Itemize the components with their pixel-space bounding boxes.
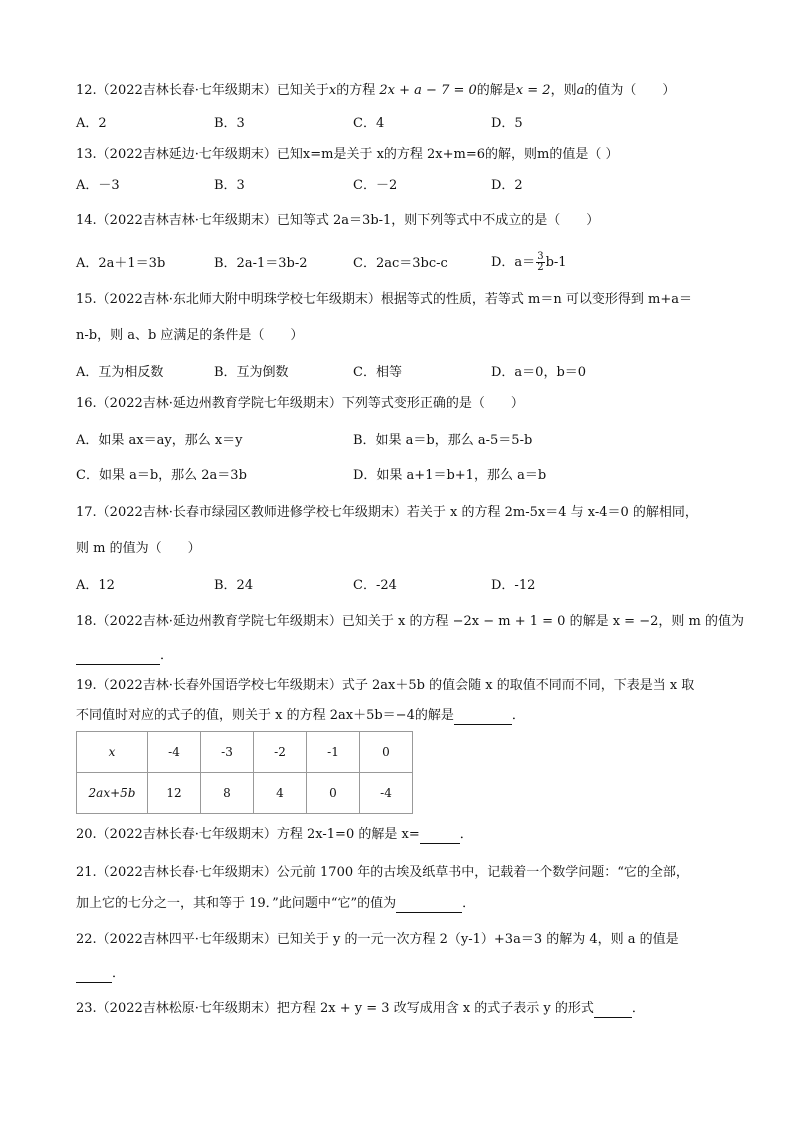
q13-option-c: C．－2 — [353, 178, 398, 193]
answer-blank — [420, 829, 460, 844]
q18-stem: 18.（2022吉林·延边州教育学院七年级期末）已知关于 x 的方程 −2x − m + 1 = 0 的解是 x = −2，则 m 的值为 — [76, 614, 744, 629]
q14-option-b: B．2a-1＝3b-2 — [214, 256, 308, 271]
answer-blank — [76, 650, 160, 665]
q12-option-a: A．2 — [76, 116, 107, 131]
q15-option-c: C．相等 — [353, 365, 402, 380]
q17-option-b: B．24 — [214, 578, 254, 593]
table-row — [77, 773, 413, 814]
q15-option-a: A．互为相反数 — [76, 365, 164, 380]
q13-option-a: A．－3 — [76, 178, 120, 193]
q21-stem-line1: 21.（2022吉林长春·七年级期末）公元前 1700 年的古埃及纸草书中，记载着一个数学问题：“它的全部， — [76, 865, 689, 880]
q15-option-b: B．互为倒数 — [214, 365, 289, 380]
q12-option-c: C．4 — [353, 116, 385, 131]
table-cell: -4 — [360, 773, 413, 814]
table-cell: 0 — [360, 732, 413, 773]
answer-blank — [396, 898, 462, 913]
table-cell: 12 — [148, 773, 201, 814]
q17-stem-line1: 17.（2022吉林·长春市绿园区教师进修学校七年级期末）若关于 x 的方程 2m-5x＝4 与 x-4＝0 的解相同， — [76, 505, 698, 520]
q12-option-d: D．5 — [491, 116, 523, 131]
q17-option-c: C．-24 — [353, 578, 397, 593]
q18-answer-line: ． — [76, 647, 173, 665]
table-cell: -1 — [307, 732, 360, 773]
q17-option-d: D．-12 — [491, 578, 536, 593]
q13-option-d: D．2 — [491, 178, 523, 193]
q23-stem: 23.（2022吉林松原·七年级期末）把方程 2x + y = 3 改写成用含 x 的式子表示 y 的形式 ． — [76, 1001, 645, 1016]
q14-option-a: A．2a＋1＝3b — [76, 256, 166, 271]
q17-option-a: A．12 — [76, 578, 115, 593]
table-cell: 4 — [254, 773, 307, 814]
q16-option-d: D．如果 a+1＝b+1，那么 a＝b — [353, 468, 547, 483]
q16-option-a: A．如果 ax＝ay，那么 x＝y — [76, 433, 243, 448]
q20-stem: 20.（2022吉林长春·七年级期末）方程 2x-1=0 的解是 x= ． — [76, 827, 473, 842]
q17-stem-line2: 则 m 的值为（ ） — [76, 541, 201, 556]
q22-answer-line: ． — [76, 965, 125, 983]
q13-stem: 13.（2022吉林延边·七年级期末）已知x=m是关于 x的方程 2x+m=6的解，则m的值是（ ） — [76, 147, 619, 162]
value-table — [76, 731, 413, 814]
q14-option-c: C．2ac＝3bc-c — [353, 256, 448, 271]
q19-stem-line1: 19.（2022吉林·长春外国语学校七年级期末）式子 2ax＋5b 的值会随 x 的取值不同而不同，下表是当 x 取 — [76, 678, 695, 693]
table-cell: -4 — [148, 732, 201, 773]
answer-blank — [454, 710, 512, 725]
table-cell: x — [77, 732, 148, 773]
q14-stem: 14.（2022吉林吉林·七年级期末）已知等式 2a＝3b-1，则下列等式中不成立的是（ ） — [76, 213, 600, 228]
q19-stem-line2: 不同值时对应的式子的值，则关于 x 的方程 2ax＋5b＝−4的解是 ． — [76, 708, 525, 723]
q13-option-b: B．3 — [214, 178, 245, 193]
table-cell: 2ax+5b — [77, 773, 148, 814]
q14-option-d: D．a＝ $\frac{3}{2}$ b-1 — [491, 251, 567, 273]
q12-stem: 12.（2022吉林长春·七年级期末）已知关于x的方程 2x + a − 7 = 0的解是x = 2，则a的值为（ ） — [76, 83, 676, 98]
table-cell: -2 — [254, 732, 307, 773]
table-cell: 8 — [201, 773, 254, 814]
answer-blank — [76, 968, 112, 983]
answer-blank — [594, 1003, 632, 1018]
q16-option-b: B．如果 a＝b，那么 a-5＝5-b — [353, 433, 533, 448]
q21-stem-line2: 加上它的七分之一，其和等于 19．”此问题中“它”的值为 ． — [76, 896, 476, 911]
q16-option-c: C．如果 a＝b，那么 2a＝3b — [76, 468, 247, 483]
q16-stem: 16.（2022吉林·延边州教育学院七年级期末）下列等式变形正确的是（ ） — [76, 396, 524, 411]
table-cell: 0 — [307, 773, 360, 814]
fraction: $\frac{3}{2}$ — [537, 251, 544, 273]
table-row — [77, 732, 413, 773]
q12-option-b: B．3 — [214, 116, 245, 131]
q15-option-d: D．a＝0，b＝0 — [491, 365, 587, 380]
q15-stem-line2: n-b，则 a、b 应满足的条件是（ ） — [76, 328, 304, 343]
q15-stem-line1: 15.（2022吉林·东北师大附中明珠学校七年级期末）根据等式的性质，若等式 m＝n 可以变形得到 m+a＝ — [76, 292, 692, 307]
q22-stem: 22.（2022吉林四平·七年级期末）已知关于 y 的一元一次方程 2（y-1）+3a＝3 的解为 4，则 a 的值是 — [76, 932, 679, 947]
table-cell: -3 — [201, 732, 254, 773]
